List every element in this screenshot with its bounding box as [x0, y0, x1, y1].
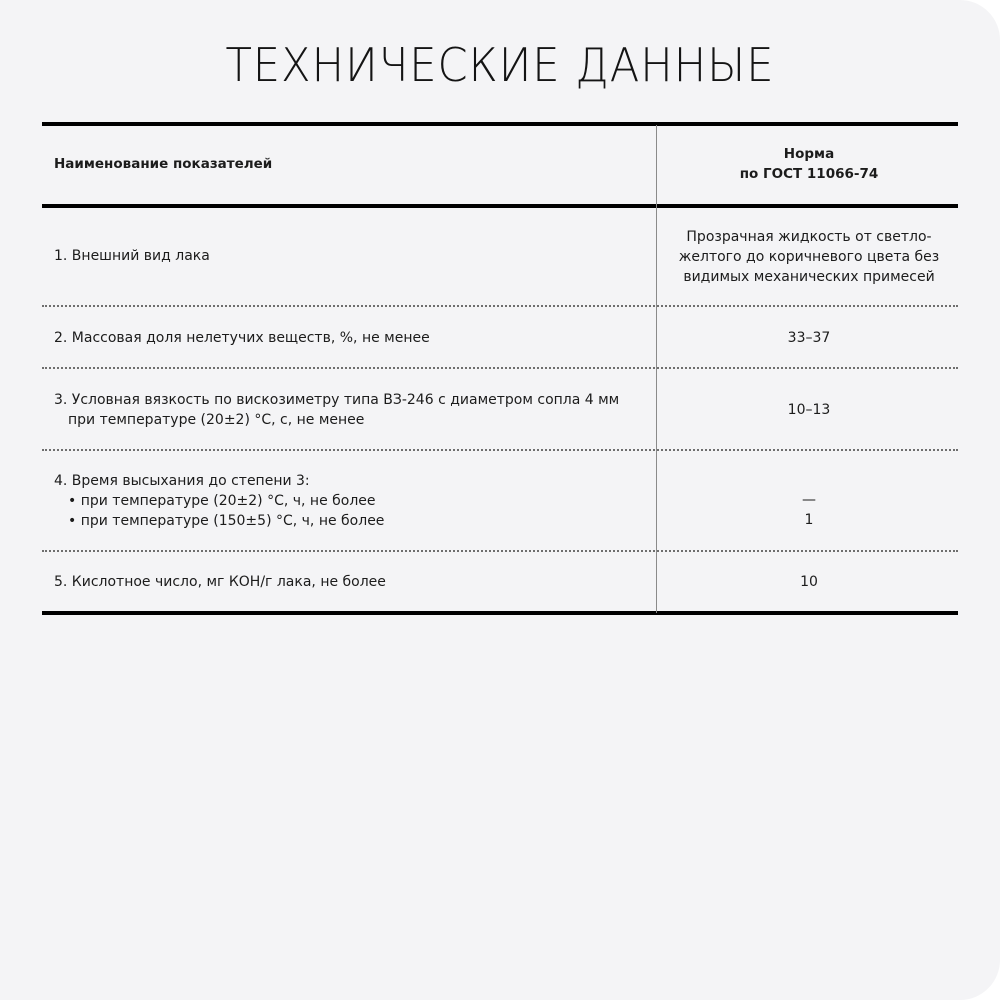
row-3-name-line2: при температуре (20±2) °С, с, не менее	[68, 412, 365, 428]
table-row-2-value	[660, 328, 958, 348]
row-1-value-line3: видимых механических примесей	[683, 269, 935, 285]
table-row-5-name	[54, 572, 644, 592]
table-row-3-name	[54, 390, 644, 430]
table-top-rule	[42, 122, 958, 126]
row-separator	[42, 550, 958, 552]
row-separator	[42, 449, 958, 451]
row-4-value-line2: 1	[804, 512, 814, 528]
table-row-5-value	[660, 572, 958, 592]
row-1-value-line2: желтого до коричневого цвета без	[678, 249, 940, 265]
table-row-3-value	[660, 400, 958, 420]
row-1-value-line1: Прозрачная жидкость от светло-	[686, 229, 932, 245]
header-norm	[660, 144, 958, 184]
row-separator	[42, 367, 958, 369]
row-4-name-bullet1: • при температуре (20±2) °С, ч, не более	[68, 493, 376, 509]
row-4-value-line1: —	[802, 492, 816, 508]
table-row-2-name	[54, 328, 644, 348]
row-3-value: 10–13	[787, 402, 831, 418]
table-bottom-rule	[42, 611, 958, 615]
table-row-4-name	[54, 471, 644, 531]
header-name: Наименование показателей	[54, 156, 273, 172]
header-norm-line2: по ГОСТ 11066-74	[739, 166, 879, 182]
row-4-name-line1: 4. Время высыхания до степени 3:	[54, 473, 310, 489]
table-row-4-value	[660, 490, 958, 530]
row-2-value: 33–37	[787, 330, 831, 346]
table-row-1-name	[54, 246, 644, 266]
row-5-value: 10	[800, 574, 818, 590]
page-title: ТЕХНИЧЕСКИЕ ДАННЫЕ	[225, 38, 775, 92]
row-5-name-text: 5. Кислотное число, мг КОН/г лака, не более	[54, 574, 386, 590]
row-2-name-text: 2. Массовая доля нелетучих веществ, %, не менее	[54, 330, 430, 346]
row-3-name-line1: 3. Условная вязкость по вискозиметру типа ВЗ-246 с диаметром сопла 4 мм	[54, 392, 620, 408]
row-separator	[42, 305, 958, 307]
header-norm-line1: Норма	[783, 146, 835, 162]
header-bottom-rule	[42, 204, 958, 208]
table-row-1-value	[660, 227, 958, 287]
row-4-name-bullet2: • при температуре (150±5) °С, ч, не более	[68, 513, 385, 529]
column-divider	[656, 125, 657, 613]
row-1-name-text: 1. Внешний вид лака	[54, 248, 210, 264]
